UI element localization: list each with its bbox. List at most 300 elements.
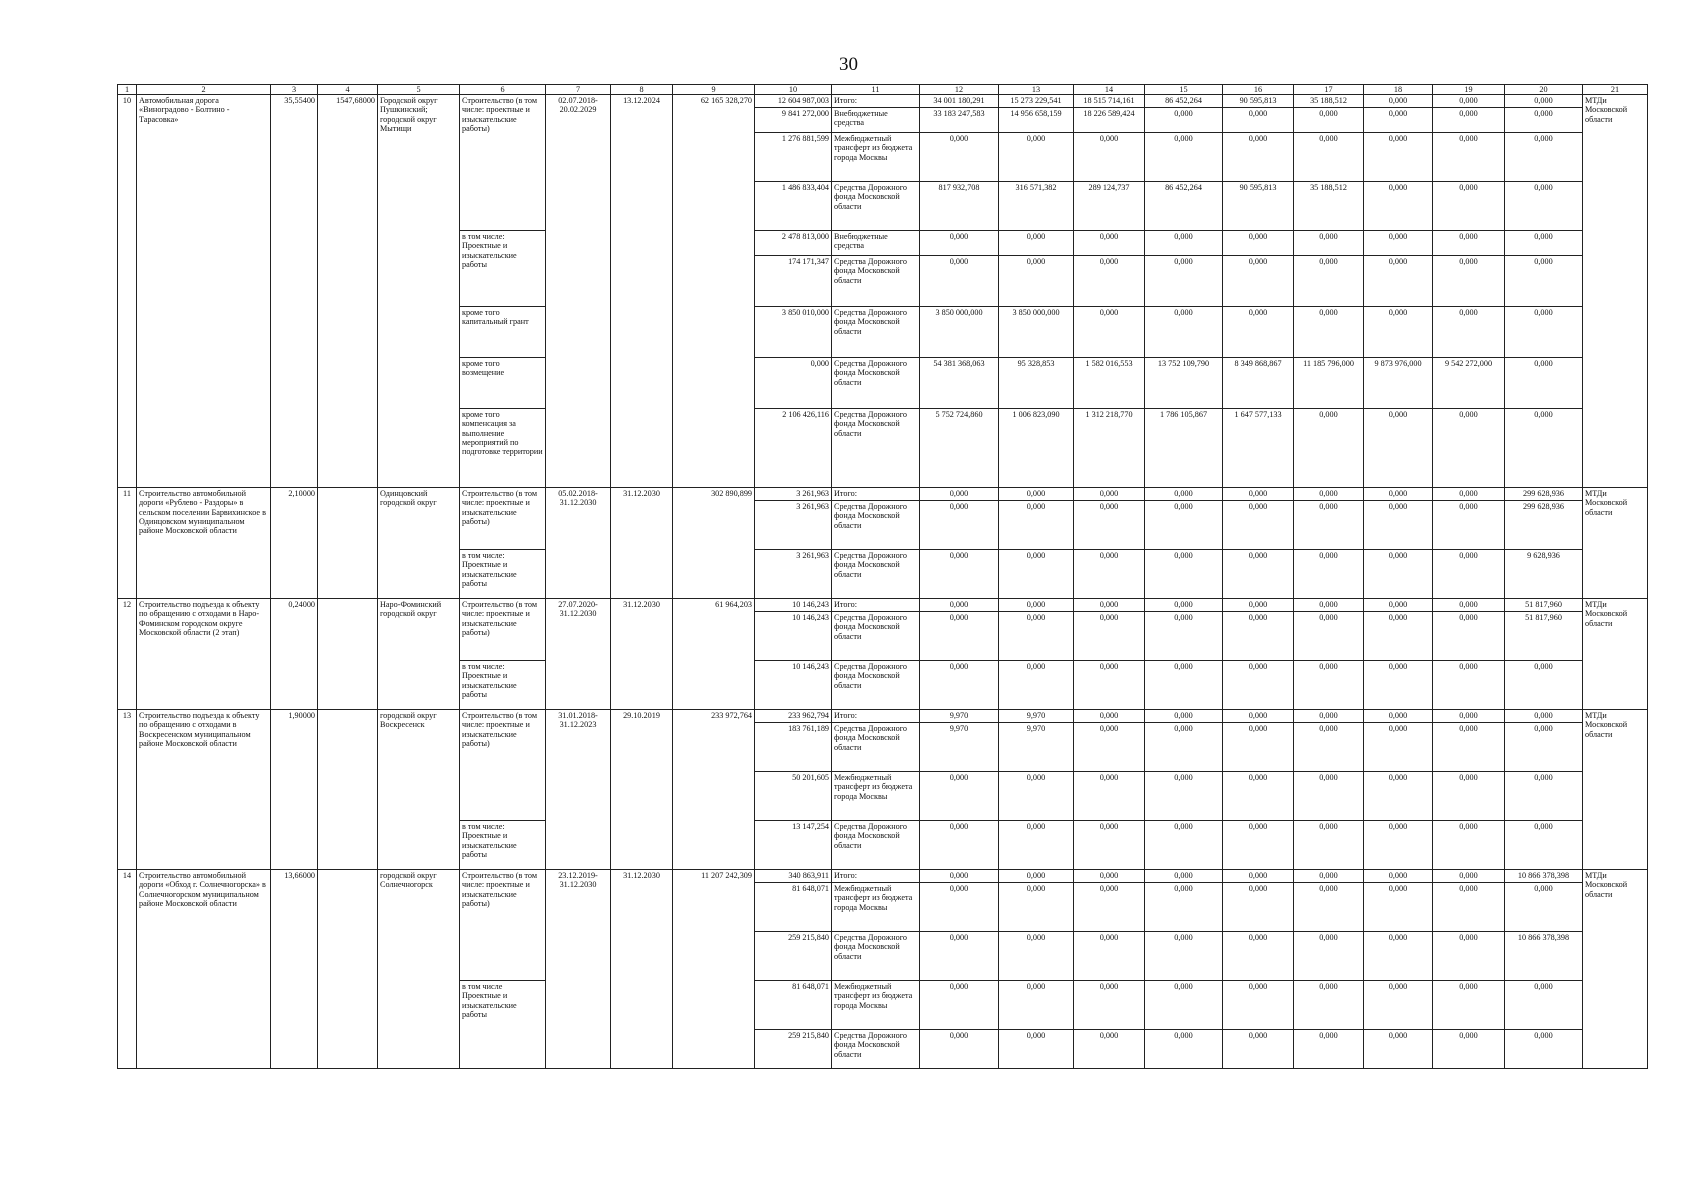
year-value: 35 188,512 <box>1294 182 1364 231</box>
year-value: 0,000 <box>1074 661 1145 710</box>
funding-source: Межбюджетный трансферт из бюджета города Москвы <box>832 981 920 1030</box>
year-value: 0,000 <box>1364 772 1433 821</box>
year-value: 0,000 <box>920 932 999 981</box>
column-header: 2 <box>137 85 271 95</box>
year-value: 0,000 <box>1505 409 1583 488</box>
year-value: 0,000 <box>1223 1030 1294 1069</box>
year-value: 95 328,853 <box>999 358 1074 409</box>
year-value: 0,000 <box>1145 772 1223 821</box>
object-number: 11 <box>118 488 137 599</box>
year-value: 0,000 <box>1505 358 1583 409</box>
column-header: 11 <box>832 85 920 95</box>
funding-source: Итого: <box>832 870 920 883</box>
year-value: 3 850 000,000 <box>920 307 999 358</box>
year-value: 0,000 <box>1364 870 1433 883</box>
year-value: 0,000 <box>1364 182 1433 231</box>
year-value: 0,000 <box>1433 182 1505 231</box>
year-value: 9 628,936 <box>1505 550 1583 599</box>
year-value: 0,000 <box>1074 599 1145 612</box>
year-value: 0,000 <box>1294 932 1364 981</box>
year-value: 0,000 <box>1223 710 1294 723</box>
year-value: 0,000 <box>1433 723 1505 772</box>
work-type: Строительство (в том числе: проектные и изыскательские работы) <box>460 488 546 550</box>
year-value: 0,000 <box>1145 599 1223 612</box>
year-value: 0,000 <box>1223 723 1294 772</box>
year-value: 0,000 <box>1074 307 1145 358</box>
year-value: 0,000 <box>1364 108 1433 133</box>
year-value: 0,000 <box>1433 981 1505 1030</box>
year-value: 0,000 <box>920 883 999 932</box>
financed-amount: 174 171,347 <box>755 256 832 307</box>
year-value: 10 866 378,398 <box>1505 870 1583 883</box>
table-row <box>118 95 1648 108</box>
object-cost: 62 165 328,270 <box>673 95 755 488</box>
year-value: 0,000 <box>1294 599 1364 612</box>
year-value: 9 873 976,000 <box>1364 358 1433 409</box>
column-header: 18 <box>1364 85 1433 95</box>
financed-amount: 340 863,911 <box>755 870 832 883</box>
year-value: 0,000 <box>1294 1030 1364 1069</box>
year-value: 0,000 <box>999 599 1074 612</box>
year-value: 0,000 <box>1145 710 1223 723</box>
financed-amount: 3 261,963 <box>755 501 832 550</box>
object-name: Автомобильная дорога «Виноградово - Болтино - Тарасовка» <box>137 95 271 488</box>
work-type: в том числе: Проектные и изыскательские работы <box>460 231 546 307</box>
year-value: 0,000 <box>999 488 1074 501</box>
year-value: 0,000 <box>1145 307 1223 358</box>
year-value: 0,000 <box>920 488 999 501</box>
year-value: 0,000 <box>1433 488 1505 501</box>
financed-amount: 12 604 987,003 <box>755 95 832 108</box>
column-header: 14 <box>1074 85 1145 95</box>
funding-source: Средства Дорожного фонда Московской области <box>832 307 920 358</box>
year-value: 0,000 <box>1294 307 1364 358</box>
year-value: 1 312 218,770 <box>1074 409 1145 488</box>
object-date: 31.12.2030 <box>611 599 673 710</box>
year-value: 0,000 <box>1223 612 1294 661</box>
funding-source: Средства Дорожного фонда Московской области <box>832 256 920 307</box>
year-value: 0,000 <box>1433 133 1505 182</box>
object-cost: 302 890,899 <box>673 488 755 599</box>
object-period: 27.07.2020- 31.12.2030 <box>546 599 611 710</box>
year-value: 1 647 577,133 <box>1223 409 1294 488</box>
object-district: Городской округ Пушкинский; городской округ Мытищи <box>378 95 460 488</box>
year-value: 0,000 <box>1433 612 1505 661</box>
year-value: 0,000 <box>1294 133 1364 182</box>
funding-source: Итого: <box>832 488 920 501</box>
year-value: 9 542 272,000 <box>1433 358 1505 409</box>
year-value: 0,000 <box>1223 488 1294 501</box>
year-value: 0,000 <box>1074 501 1145 550</box>
year-value: 13 752 109,790 <box>1145 358 1223 409</box>
year-value: 0,000 <box>1364 599 1433 612</box>
year-value: 817 932,708 <box>920 182 999 231</box>
responsible-agency: МТДи Московской области <box>1583 599 1648 710</box>
object-period: 05.02.2018- 31.12.2030 <box>546 488 611 599</box>
year-value: 0,000 <box>999 661 1074 710</box>
year-value: 0,000 <box>1364 550 1433 599</box>
year-value: 0,000 <box>1433 108 1505 133</box>
object-length: 1,90000 <box>271 710 318 870</box>
object-date: 13.12.2024 <box>611 95 673 488</box>
year-value: 0,000 <box>1074 870 1145 883</box>
responsible-agency: МТДи Московской области <box>1583 95 1648 488</box>
year-value: 0,000 <box>1433 95 1505 108</box>
column-header: 4 <box>318 85 378 95</box>
object-number: 10 <box>118 95 137 488</box>
year-value: 0,000 <box>1364 981 1433 1030</box>
work-type: кроме того возмещение <box>460 358 546 409</box>
column-header: 20 <box>1505 85 1583 95</box>
object-district: Наро-Фоминский городской округ <box>378 599 460 710</box>
year-value: 0,000 <box>1294 723 1364 772</box>
year-value: 0,000 <box>920 661 999 710</box>
year-value: 0,000 <box>999 256 1074 307</box>
object-cost: 233 972,764 <box>673 710 755 870</box>
year-value: 0,000 <box>1145 661 1223 710</box>
year-value: 35 188,512 <box>1294 95 1364 108</box>
header-row <box>118 85 1648 95</box>
work-type: Строительство (в том числе: проектные и изыскательские работы) <box>460 870 546 981</box>
column-header: 19 <box>1433 85 1505 95</box>
funding-source: Средства Дорожного фонда Московской области <box>832 723 920 772</box>
year-value: 0,000 <box>1223 231 1294 256</box>
year-value: 0,000 <box>999 501 1074 550</box>
column-header: 10 <box>755 85 832 95</box>
object-area <box>318 710 378 870</box>
funding-source: Межбюджетный трансферт из бюджета города Москвы <box>832 883 920 932</box>
year-value: 0,000 <box>1145 870 1223 883</box>
year-value: 0,000 <box>1074 256 1145 307</box>
year-value: 0,000 <box>1505 95 1583 108</box>
column-header: 17 <box>1294 85 1364 95</box>
work-type: кроме того капитальный грант <box>460 307 546 358</box>
column-header: 6 <box>460 85 546 95</box>
object-length: 0,24000 <box>271 599 318 710</box>
work-type: Строительство (в том числе: проектные и изыскательские работы) <box>460 599 546 661</box>
year-value: 0,000 <box>1074 550 1145 599</box>
year-value: 0,000 <box>1433 231 1505 256</box>
work-type: кроме того компенсация за выполнение мероприятий по подготовке территории <box>460 409 546 488</box>
funding-source: Внебюджетные средства <box>832 231 920 256</box>
financed-amount: 3 261,963 <box>755 550 832 599</box>
year-value: 0,000 <box>1364 307 1433 358</box>
table-row <box>118 488 1648 501</box>
year-value: 5 752 724,860 <box>920 409 999 488</box>
object-area <box>318 599 378 710</box>
financed-amount: 10 146,243 <box>755 599 832 612</box>
year-value: 0,000 <box>920 133 999 182</box>
year-value: 0,000 <box>1364 612 1433 661</box>
financed-amount: 3 261,963 <box>755 488 832 501</box>
year-value: 0,000 <box>1074 981 1145 1030</box>
year-value: 0,000 <box>1364 231 1433 256</box>
year-value: 0,000 <box>1294 710 1364 723</box>
year-value: 9,970 <box>999 723 1074 772</box>
work-type: Строительство (в том числе: проектные и изыскательские работы) <box>460 710 546 821</box>
year-value: 0,000 <box>999 981 1074 1030</box>
year-value: 0,000 <box>920 1030 999 1069</box>
object-date: 31.12.2030 <box>611 870 673 1069</box>
year-value: 0,000 <box>1223 981 1294 1030</box>
year-value: 0,000 <box>1364 133 1433 182</box>
object-length: 35,55400 <box>271 95 318 488</box>
year-value: 0,000 <box>1223 599 1294 612</box>
year-value: 18 226 589,424 <box>1074 108 1145 133</box>
financed-amount: 1 276 881,599 <box>755 133 832 182</box>
financed-amount: 183 761,189 <box>755 723 832 772</box>
year-value: 0,000 <box>1294 488 1364 501</box>
column-header: 5 <box>378 85 460 95</box>
year-value: 0,000 <box>1145 108 1223 133</box>
work-type: в том числе Проектные и изыскательские работы <box>460 981 546 1069</box>
year-value: 0,000 <box>1223 133 1294 182</box>
year-value: 0,000 <box>1433 501 1505 550</box>
year-value: 0,000 <box>1505 710 1583 723</box>
work-type: в том числе: Проектные и изыскательские работы <box>460 661 546 710</box>
object-cost: 11 207 242,309 <box>673 870 755 1069</box>
funding-source: Внебюджетные средства <box>832 108 920 133</box>
year-value: 90 595,813 <box>1223 182 1294 231</box>
column-header: 13 <box>999 85 1074 95</box>
year-value: 0,000 <box>1145 231 1223 256</box>
year-value: 0,000 <box>999 870 1074 883</box>
object-district: городской округ Солнечногорск <box>378 870 460 1069</box>
object-area <box>318 488 378 599</box>
year-value: 0,000 <box>1145 981 1223 1030</box>
work-type: Строительство (в том числе: проектные и изыскательские работы) <box>460 95 546 231</box>
year-value: 1 786 105,867 <box>1145 409 1223 488</box>
financed-amount: 259 215,840 <box>755 1030 832 1069</box>
year-value: 0,000 <box>1505 981 1583 1030</box>
column-header: 21 <box>1583 85 1648 95</box>
year-value: 0,000 <box>1433 772 1505 821</box>
funding-source: Итого: <box>832 710 920 723</box>
year-value: 0,000 <box>1364 821 1433 870</box>
column-header: 16 <box>1223 85 1294 95</box>
financed-amount: 81 648,071 <box>755 981 832 1030</box>
year-value: 0,000 <box>1294 231 1364 256</box>
funding-source: Средства Дорожного фонда Московской области <box>832 409 920 488</box>
year-value: 0,000 <box>999 133 1074 182</box>
year-value: 0,000 <box>1294 883 1364 932</box>
year-value: 299 628,936 <box>1505 488 1583 501</box>
year-value: 0,000 <box>1223 772 1294 821</box>
column-header: 9 <box>673 85 755 95</box>
year-value: 0,000 <box>1145 1030 1223 1069</box>
year-value: 9,970 <box>999 710 1074 723</box>
year-value: 0,000 <box>1145 883 1223 932</box>
year-value: 0,000 <box>1505 1030 1583 1069</box>
year-value: 0,000 <box>1433 883 1505 932</box>
funding-source: Итого: <box>832 599 920 612</box>
year-value: 0,000 <box>920 231 999 256</box>
object-number: 13 <box>118 710 137 870</box>
year-value: 51 817,960 <box>1505 599 1583 612</box>
year-value: 0,000 <box>1505 307 1583 358</box>
financed-amount: 2 478 813,000 <box>755 231 832 256</box>
year-value: 0,000 <box>920 981 999 1030</box>
object-date: 29.10.2019 <box>611 710 673 870</box>
year-value: 0,000 <box>1294 772 1364 821</box>
funding-source: Итого: <box>832 95 920 108</box>
year-value: 0,000 <box>1433 307 1505 358</box>
year-value: 0,000 <box>920 821 999 870</box>
year-value: 0,000 <box>1294 981 1364 1030</box>
work-type: в том числе: Проектные и изыскательские работы <box>460 550 546 599</box>
year-value: 0,000 <box>999 612 1074 661</box>
year-value: 3 850 000,000 <box>999 307 1074 358</box>
year-value: 0,000 <box>1433 932 1505 981</box>
year-value: 0,000 <box>999 883 1074 932</box>
year-value: 0,000 <box>1294 501 1364 550</box>
year-value: 0,000 <box>1145 821 1223 870</box>
object-name: Строительство автомобильной дороги «Обход г. Солнечногорска» в Солнечногорском муниципальном районе Московской области <box>137 870 271 1069</box>
year-value: 0,000 <box>1223 883 1294 932</box>
object-district: городской округ Воскресенск <box>378 710 460 870</box>
program-table <box>117 84 1648 1069</box>
year-value: 0,000 <box>1145 133 1223 182</box>
year-value: 0,000 <box>1433 821 1505 870</box>
year-value: 0,000 <box>920 612 999 661</box>
year-value: 0,000 <box>920 550 999 599</box>
year-value: 18 515 714,161 <box>1074 95 1145 108</box>
year-value: 15 273 229,541 <box>999 95 1074 108</box>
financed-amount: 50 201,605 <box>755 772 832 821</box>
object-name: Строительство подъезда к объекту по обращению с отходами в Наро-Фоминском городском округе Московской области (2 этап) <box>137 599 271 710</box>
year-value: 0,000 <box>1074 1030 1145 1069</box>
year-value: 0,000 <box>1433 256 1505 307</box>
year-value: 0,000 <box>1505 883 1583 932</box>
funding-source: Средства Дорожного фонда Московской области <box>832 358 920 409</box>
work-type: в том числе: Проектные и изыскательские работы <box>460 821 546 870</box>
object-period: 23.12.2019- 31.12.2030 <box>546 870 611 1069</box>
year-value: 0,000 <box>1223 108 1294 133</box>
year-value: 0,000 <box>1223 307 1294 358</box>
year-value: 0,000 <box>1074 723 1145 772</box>
year-value: 0,000 <box>1294 550 1364 599</box>
responsible-agency: МТДи Московской области <box>1583 870 1648 1069</box>
financed-amount: 1 486 833,404 <box>755 182 832 231</box>
year-value: 0,000 <box>1505 182 1583 231</box>
year-value: 14 956 658,159 <box>999 108 1074 133</box>
year-value: 0,000 <box>1505 133 1583 182</box>
year-value: 0,000 <box>1145 932 1223 981</box>
year-value: 34 001 180,291 <box>920 95 999 108</box>
year-value: 0,000 <box>1223 821 1294 870</box>
year-value: 0,000 <box>1364 710 1433 723</box>
year-value: 0,000 <box>920 256 999 307</box>
responsible-agency: МТДи Московской области <box>1583 710 1648 870</box>
year-value: 0,000 <box>1223 501 1294 550</box>
year-value: 0,000 <box>1433 661 1505 710</box>
year-value: 289 124,737 <box>1074 182 1145 231</box>
object-district: Одинцовский городской округ <box>378 488 460 599</box>
year-value: 0,000 <box>1505 821 1583 870</box>
year-value: 0,000 <box>1433 599 1505 612</box>
year-value: 0,000 <box>1364 1030 1433 1069</box>
year-value: 0,000 <box>1074 710 1145 723</box>
year-value: 0,000 <box>1223 870 1294 883</box>
year-value: 0,000 <box>1145 550 1223 599</box>
column-header: 1 <box>118 85 137 95</box>
year-value: 0,000 <box>1364 661 1433 710</box>
financed-amount: 3 850 010,000 <box>755 307 832 358</box>
financed-amount: 259 215,840 <box>755 932 832 981</box>
column-header: 8 <box>611 85 673 95</box>
column-header: 7 <box>546 85 611 95</box>
year-value: 0,000 <box>999 821 1074 870</box>
year-value: 0,000 <box>1364 95 1433 108</box>
financed-amount: 0,000 <box>755 358 832 409</box>
year-value: 0,000 <box>1074 133 1145 182</box>
year-value: 0,000 <box>1433 870 1505 883</box>
year-value: 0,000 <box>1364 409 1433 488</box>
year-value: 0,000 <box>1505 772 1583 821</box>
year-value: 0,000 <box>1294 821 1364 870</box>
year-value: 1 006 823,090 <box>999 409 1074 488</box>
year-value: 0,000 <box>920 501 999 550</box>
year-value: 0,000 <box>999 772 1074 821</box>
year-value: 0,000 <box>1223 256 1294 307</box>
column-header: 15 <box>1145 85 1223 95</box>
year-value: 9,970 <box>920 710 999 723</box>
financed-amount: 10 146,243 <box>755 661 832 710</box>
object-name: Строительство подъезда к объекту по обращению с отходами в Воскресенском муниципальном районе Московской области <box>137 710 271 870</box>
year-value: 11 185 796,000 <box>1294 358 1364 409</box>
funding-source: Средства Дорожного фонда Московской области <box>832 550 920 599</box>
year-value: 0,000 <box>1145 501 1223 550</box>
funding-source: Средства Дорожного фонда Московской области <box>832 1030 920 1069</box>
year-value: 0,000 <box>1294 870 1364 883</box>
column-header: 3 <box>271 85 318 95</box>
year-value: 10 866 378,398 <box>1505 932 1583 981</box>
year-value: 0,000 <box>920 772 999 821</box>
object-period: 31.01.2018- 31.12.2023 <box>546 710 611 870</box>
object-name: Строительство автомобильной дороги «Рублево - Раздоры» в сельском поселении Барвихинское в Одинцовском муниципальном районе Московской области <box>137 488 271 599</box>
table-row <box>118 599 1648 612</box>
object-number: 14 <box>118 870 137 1069</box>
year-value: 0,000 <box>1364 723 1433 772</box>
funding-source: Средства Дорожного фонда Московской области <box>832 821 920 870</box>
object-area <box>318 870 378 1069</box>
year-value: 86 452,264 <box>1145 95 1223 108</box>
financed-amount: 2 106 426,116 <box>755 409 832 488</box>
year-value: 0,000 <box>1294 256 1364 307</box>
year-value: 0,000 <box>1145 612 1223 661</box>
financed-amount: 10 146,243 <box>755 612 832 661</box>
year-value: 0,000 <box>1074 821 1145 870</box>
year-value: 90 595,813 <box>1223 95 1294 108</box>
year-value: 9,970 <box>920 723 999 772</box>
year-value: 0,000 <box>1364 256 1433 307</box>
year-value: 0,000 <box>1433 409 1505 488</box>
table-row <box>118 870 1648 883</box>
year-value: 0,000 <box>1223 550 1294 599</box>
year-value: 0,000 <box>1074 883 1145 932</box>
responsible-agency: МТДи Московской области <box>1583 488 1648 599</box>
year-value: 0,000 <box>1294 108 1364 133</box>
year-value: 54 381 368,063 <box>920 358 999 409</box>
financed-amount: 13 147,254 <box>755 821 832 870</box>
funding-source: Средства Дорожного фонда Московской области <box>832 612 920 661</box>
year-value: 0,000 <box>1223 661 1294 710</box>
year-value: 316 571,382 <box>999 182 1074 231</box>
object-length: 2,10000 <box>271 488 318 599</box>
year-value: 1 582 016,553 <box>1074 358 1145 409</box>
year-value: 0,000 <box>1364 501 1433 550</box>
funding-source: Средства Дорожного фонда Московской области <box>832 661 920 710</box>
